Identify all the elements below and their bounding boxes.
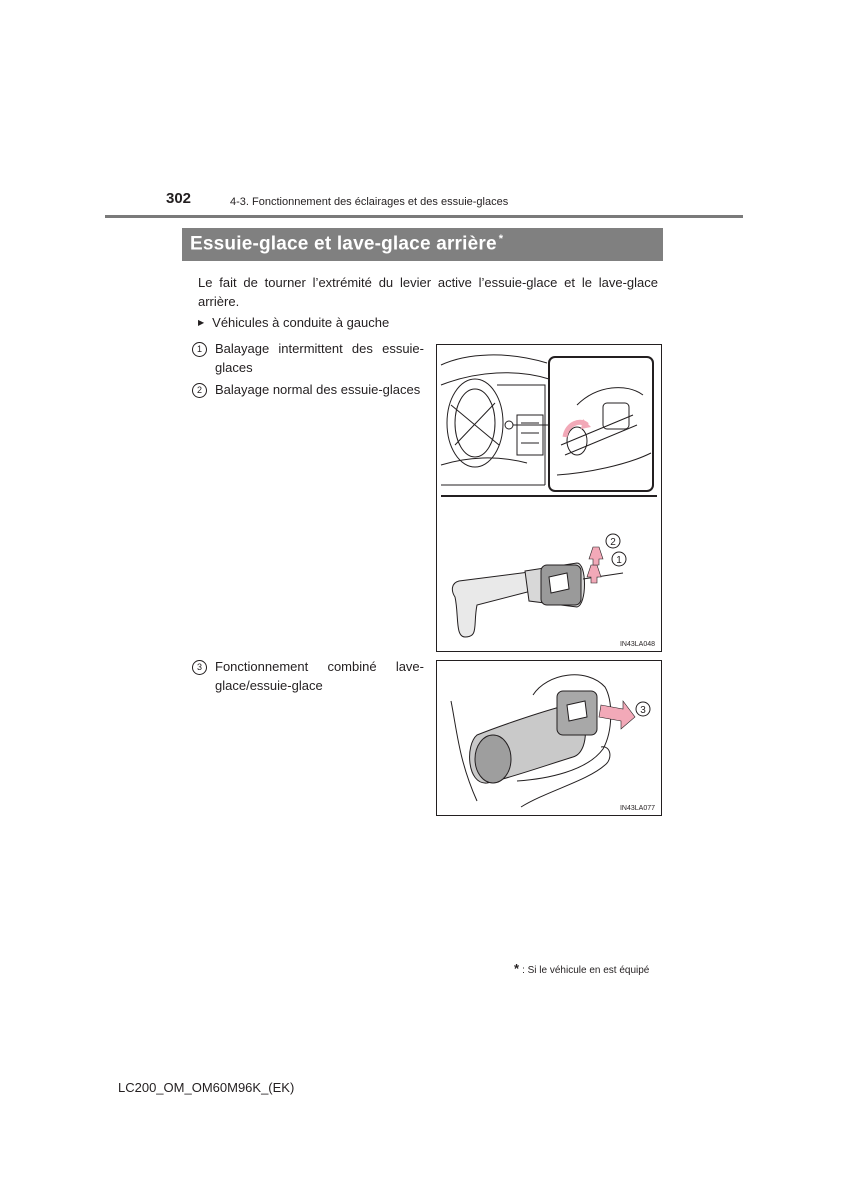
footnote-text: : Si le véhicule en est équipé — [522, 965, 650, 976]
callout-label: 2 — [610, 537, 616, 548]
section-title: 4-3. Fonctionnement des éclairages et des essuie-glaces — [230, 196, 509, 208]
figure-code: IN43LA077 — [619, 805, 655, 812]
footnote-asterisk: * — [514, 961, 520, 976]
number-badge: 3 — [192, 660, 207, 675]
list-item — [192, 657, 424, 695]
page-number: 302 — [166, 190, 192, 207]
callout-label: 1 — [616, 555, 622, 566]
list-item — [192, 339, 424, 377]
intro-paragraph: Le fait de tourner l’extrémité du levier active l’essuie-glace et le lave-glace arrière. — [198, 275, 658, 309]
footnote — [514, 961, 649, 976]
subheading-text: Véhicules à conduite à gauche — [212, 315, 390, 330]
washer-lever-illustration — [437, 661, 661, 815]
heading-title — [190, 233, 503, 255]
number-badge: 1 — [192, 342, 207, 357]
figure-code: IN43LA048 — [619, 641, 655, 648]
list-item-text: Balayage normal des essuie-glaces — [215, 382, 421, 397]
subheading — [198, 315, 389, 330]
number-badge: 2 — [192, 383, 207, 398]
heading-asterisk: * — [498, 233, 504, 246]
list-item-text: Balayage intermittent des essuie-glaces — [215, 341, 424, 375]
list-item-text: Fonctionnement combiné lave-glace/essuie-glace — [215, 659, 424, 693]
figure-washer-operation — [436, 660, 662, 816]
wiper-lever-illustration — [437, 345, 661, 651]
document-code: LC200_OM_OM60M96K_(EK) — [118, 1080, 295, 1095]
header-rule — [105, 215, 743, 218]
heading-title-text: Essuie-glace et lave-glace arrière — [190, 233, 497, 255]
heading-bar — [182, 228, 663, 261]
callout-label: 3 — [640, 705, 646, 716]
list-item — [192, 380, 424, 399]
triangle-bullet-icon: ▶ — [198, 318, 205, 327]
figure-wiper-lever-positions — [436, 344, 662, 652]
